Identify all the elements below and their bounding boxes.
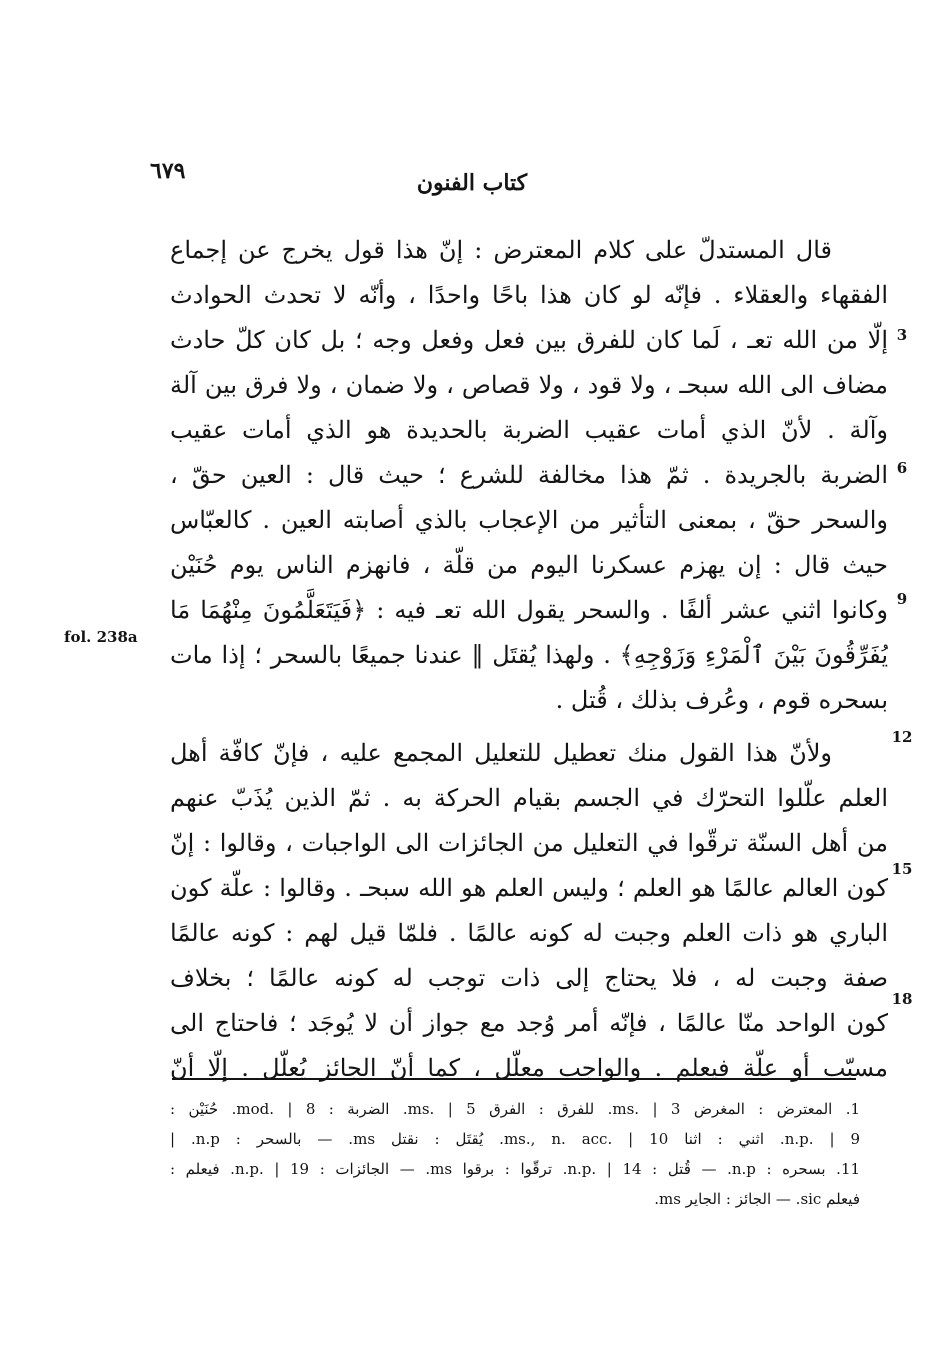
line-number: 6 [896, 459, 908, 477]
line-number: 9 [896, 590, 908, 608]
main-text [170, 228, 888, 1091]
line-number: 18 [891, 990, 913, 1008]
text-line: كون العالم عالمًا هو العلم ؛ وليس العلم هو الله سبحـ . وقالوا : علّة كون [170, 874, 888, 902]
line-number: 15 [891, 860, 913, 878]
footnote-line: 11. بسحره : n.p. — قُتل : n.p. | 14. ترقّوا : برقوا ms. — الجائزات : n.p. | 19. فيعلم : [170, 1160, 860, 1178]
text-line: صفة وجبت له ، فلا يحتاج إلى ذات توجب له كونه عالمًا ؛ بخلاف [170, 964, 888, 992]
text-line: بسحره قوم ، وعُرف بذلك ، قُتل . [555, 686, 888, 714]
text-line: الباري هو ذات العلم وجبت له كونه عالمًا . فلمّا قيل لهم : كونه عالمًا [170, 919, 888, 947]
text-line: مضاف الى الله سبحـ ، ولا قود ، ولا قصاص ، ولا ضمان ، ولا فرق بين آلة [170, 371, 888, 399]
paragraph [170, 731, 888, 1091]
folio-margin-note: fol. 238a [64, 628, 138, 646]
text-line: وكانوا اثني عشر ألفًا . والسحر يقول الله تعـ فيه : ﴿فَيَتَعَلَّمُونَ مِنْهُمَا مَا [170, 596, 888, 624]
page-number: ٦٧٩ [150, 158, 186, 184]
text-line: مسبّب أو علّة فيعلم . والواجب معلّل ، كما أنّ الجائز يُعلّل . إلّا أنّ [170, 1054, 888, 1082]
line-number: 12 [891, 728, 913, 746]
footnote-line: فيعلم sic. — الجائز : الجاير ms. [654, 1190, 860, 1208]
text-line: العلم علّلوا التحرّك في الجسم بقيام الحركة به . ثمّ الذين يُذَبّ عنهم [170, 784, 888, 812]
text-line: إلّا من الله تعـ ، لَما كان للفرق بين فعل وفعل وجه ؛ بل كان كلّ حادث [170, 326, 888, 354]
text-line: الفقهاء والعقلاء . فإنّه لو كان هذا باحًا واحدًا ، وأنّه لا تحدث الحوادث [170, 281, 888, 309]
running-title: كتاب الفنون [416, 170, 528, 196]
footnotes [170, 1094, 860, 1214]
footnote-line: 1. المعترض : المغرض ms. | 3. للفرق : الفرق ms. | 5. الضربة : mod. | 8. حُنَيْن : [170, 1100, 860, 1118]
footnote-line: n.p. | 9. اثني : اثنا ms., n. acc. | 10. يُقتَل : نقتل ms. — بالسحر : n.p. | [170, 1130, 860, 1148]
text-line: الضربة بالجريدة . ثمّ هذا مخالفة للشرع ؛ حيث قال : العين حقّ ، [170, 461, 888, 489]
text-line: كون الواحد منّا عالمًا ، فإنّه أمر وُجد مع جواز أن لا يُوجَد ؛ فاحتاج الى [170, 1009, 888, 1037]
paragraph [170, 228, 888, 723]
text-line: من أهل السنّة ترقّوا في التعليل من الجائزات الى الواجبات ، وقالوا : إنّ [170, 829, 888, 857]
line-number: 3 [896, 326, 908, 344]
text-line: يُفَرِّقُونَ بَيْنَ ٱلْمَرْءِ وَزَوْجِهِ﴾ . ولهذا يُقتَل ‖ عندنا جميعًا بالسحر ؛ إذا مات [170, 641, 888, 669]
paragraph-gap [170, 723, 888, 731]
text-line: ولأنّ هذا القول منك تعطيل للتعليل المجمع عليه ، فإنّ كافّة أهل [170, 739, 832, 767]
text-line: قال المستدلّ على كلام المعترض : إنّ هذا قول يخرج عن إجماع [170, 236, 833, 264]
text-line: حيث قال : إن يهزم عسكرنا اليوم من قلّة ، فانهزم الناس يوم حُنَيْن [170, 551, 888, 579]
text-line: والسحر حقّ ، بمعنى التأثير من الإعجاب بالذي أصابته العين . كالعبّاس [170, 506, 888, 534]
footnote-divider [172, 1078, 856, 1080]
text-line: وآلة . لأنّ الذي أمات عقيب الضربة بالحديدة هو الذي أمات عقيب [170, 416, 888, 444]
